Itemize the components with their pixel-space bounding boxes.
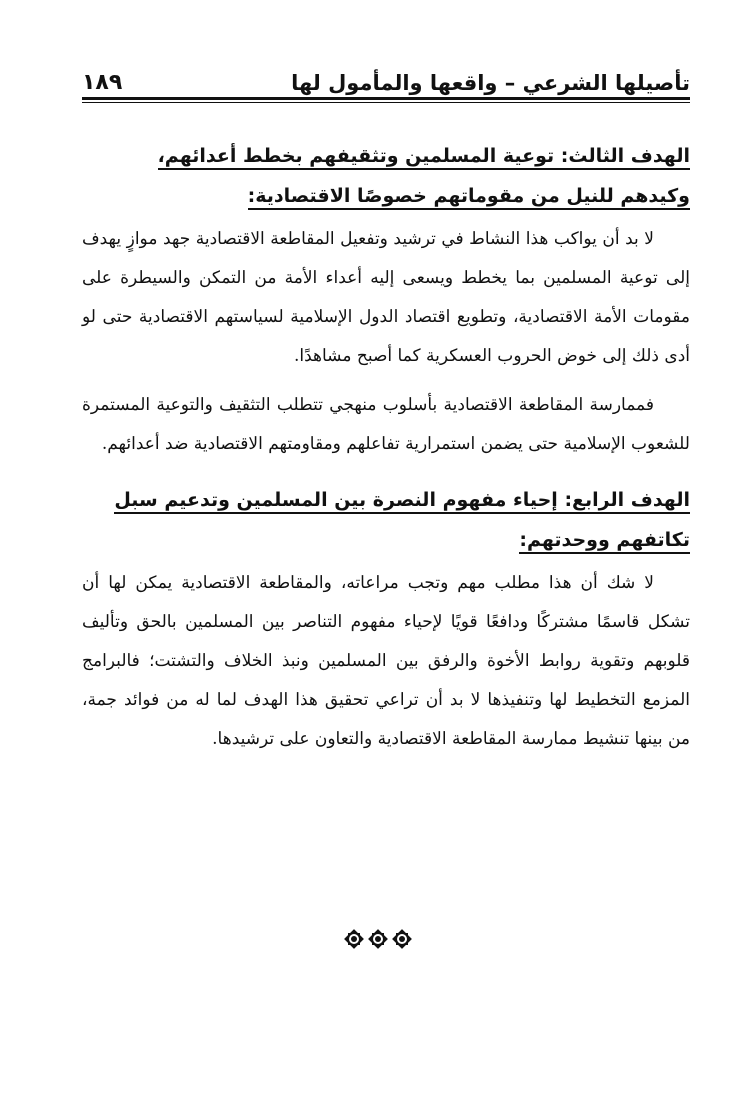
running-header [82, 58, 690, 98]
paragraph: لا شك أن هذا مطلب مهم وتجب مراعاته، والمقاطعة الاقتصادية يمكن لها أن تشكل قاسمًا مشتركًا ودافعًا قويًا لإحياء مفهوم التناصر بين المسلمين بالحق وتأليف قلوبهم وتقوية روابط الأخوة والرفق بين المسلمين ونبذ الخلاف والتشتت؛ فالبرامج المزمع التخطيط لها وتنفيذها لا بد أن تراعي تحقيق هذا الهدف لما له من فوائد جمة، من بينها تنشيط ممارسة المقاطعة الاقتصادية والتعاون على ترشيدها. [82, 573, 690, 749]
section-heading-label: الهدف الرابع: [564, 489, 690, 511]
section-heading-text: توعية المسلمين وتثقيفهم بخطط أعدائهم، وكيدهم للنيل من مقوماتهم خصوصًا الاقتصادية: [157, 145, 690, 207]
page-body [82, 136, 690, 769]
section-heading-goal-3 [82, 136, 690, 216]
header-rule-thin [82, 102, 690, 103]
header-rule-thick [82, 97, 690, 100]
running-header-title: تأصيلها الشرعي – واقعها والمأمول لها [291, 71, 690, 95]
paragraph: لا بد أن يواكب هذا النشاط في ترشيد وتفعيل المقاطعة الاقتصادية جهد موازٍ يهدف إلى توعية المسلمين بما يخطط ويسعى إليه أعداء الأمة من التمكن والسيطرة على مقومات الأمة الاقتصادية، وتطويع اقتصاد الدول الإسلامية لسياستهم الاقتصادية حتى لو أدى ذلك إلى خوض الحروب العسكرية كما أصبح مشاهدًا. [82, 229, 690, 366]
flower-ornament-icon [343, 928, 365, 950]
flower-ornament-icon [391, 928, 413, 950]
section-heading-text: إحياء مفهوم النصرة بين المسلمين وتدعيم سبل تكاتفهم ووحدتهم: [114, 489, 690, 551]
section-heading-label: الهدف الثالث: [560, 145, 690, 167]
section-end-ornaments [0, 928, 755, 950]
page-number: ١٨٩ [82, 70, 123, 95]
paragraph: فممارسة المقاطعة الاقتصادية بأسلوب منهجي تتطلب التثقيف والتوعية المستمرة للشعوب الإسلامية حتى يضمن استمرارية تفاعلهم ومقاومتهم الاقتصادية ضد أعدائهم. [82, 395, 690, 454]
flower-ornament-icon [367, 928, 389, 950]
section-heading-goal-4 [82, 480, 690, 560]
